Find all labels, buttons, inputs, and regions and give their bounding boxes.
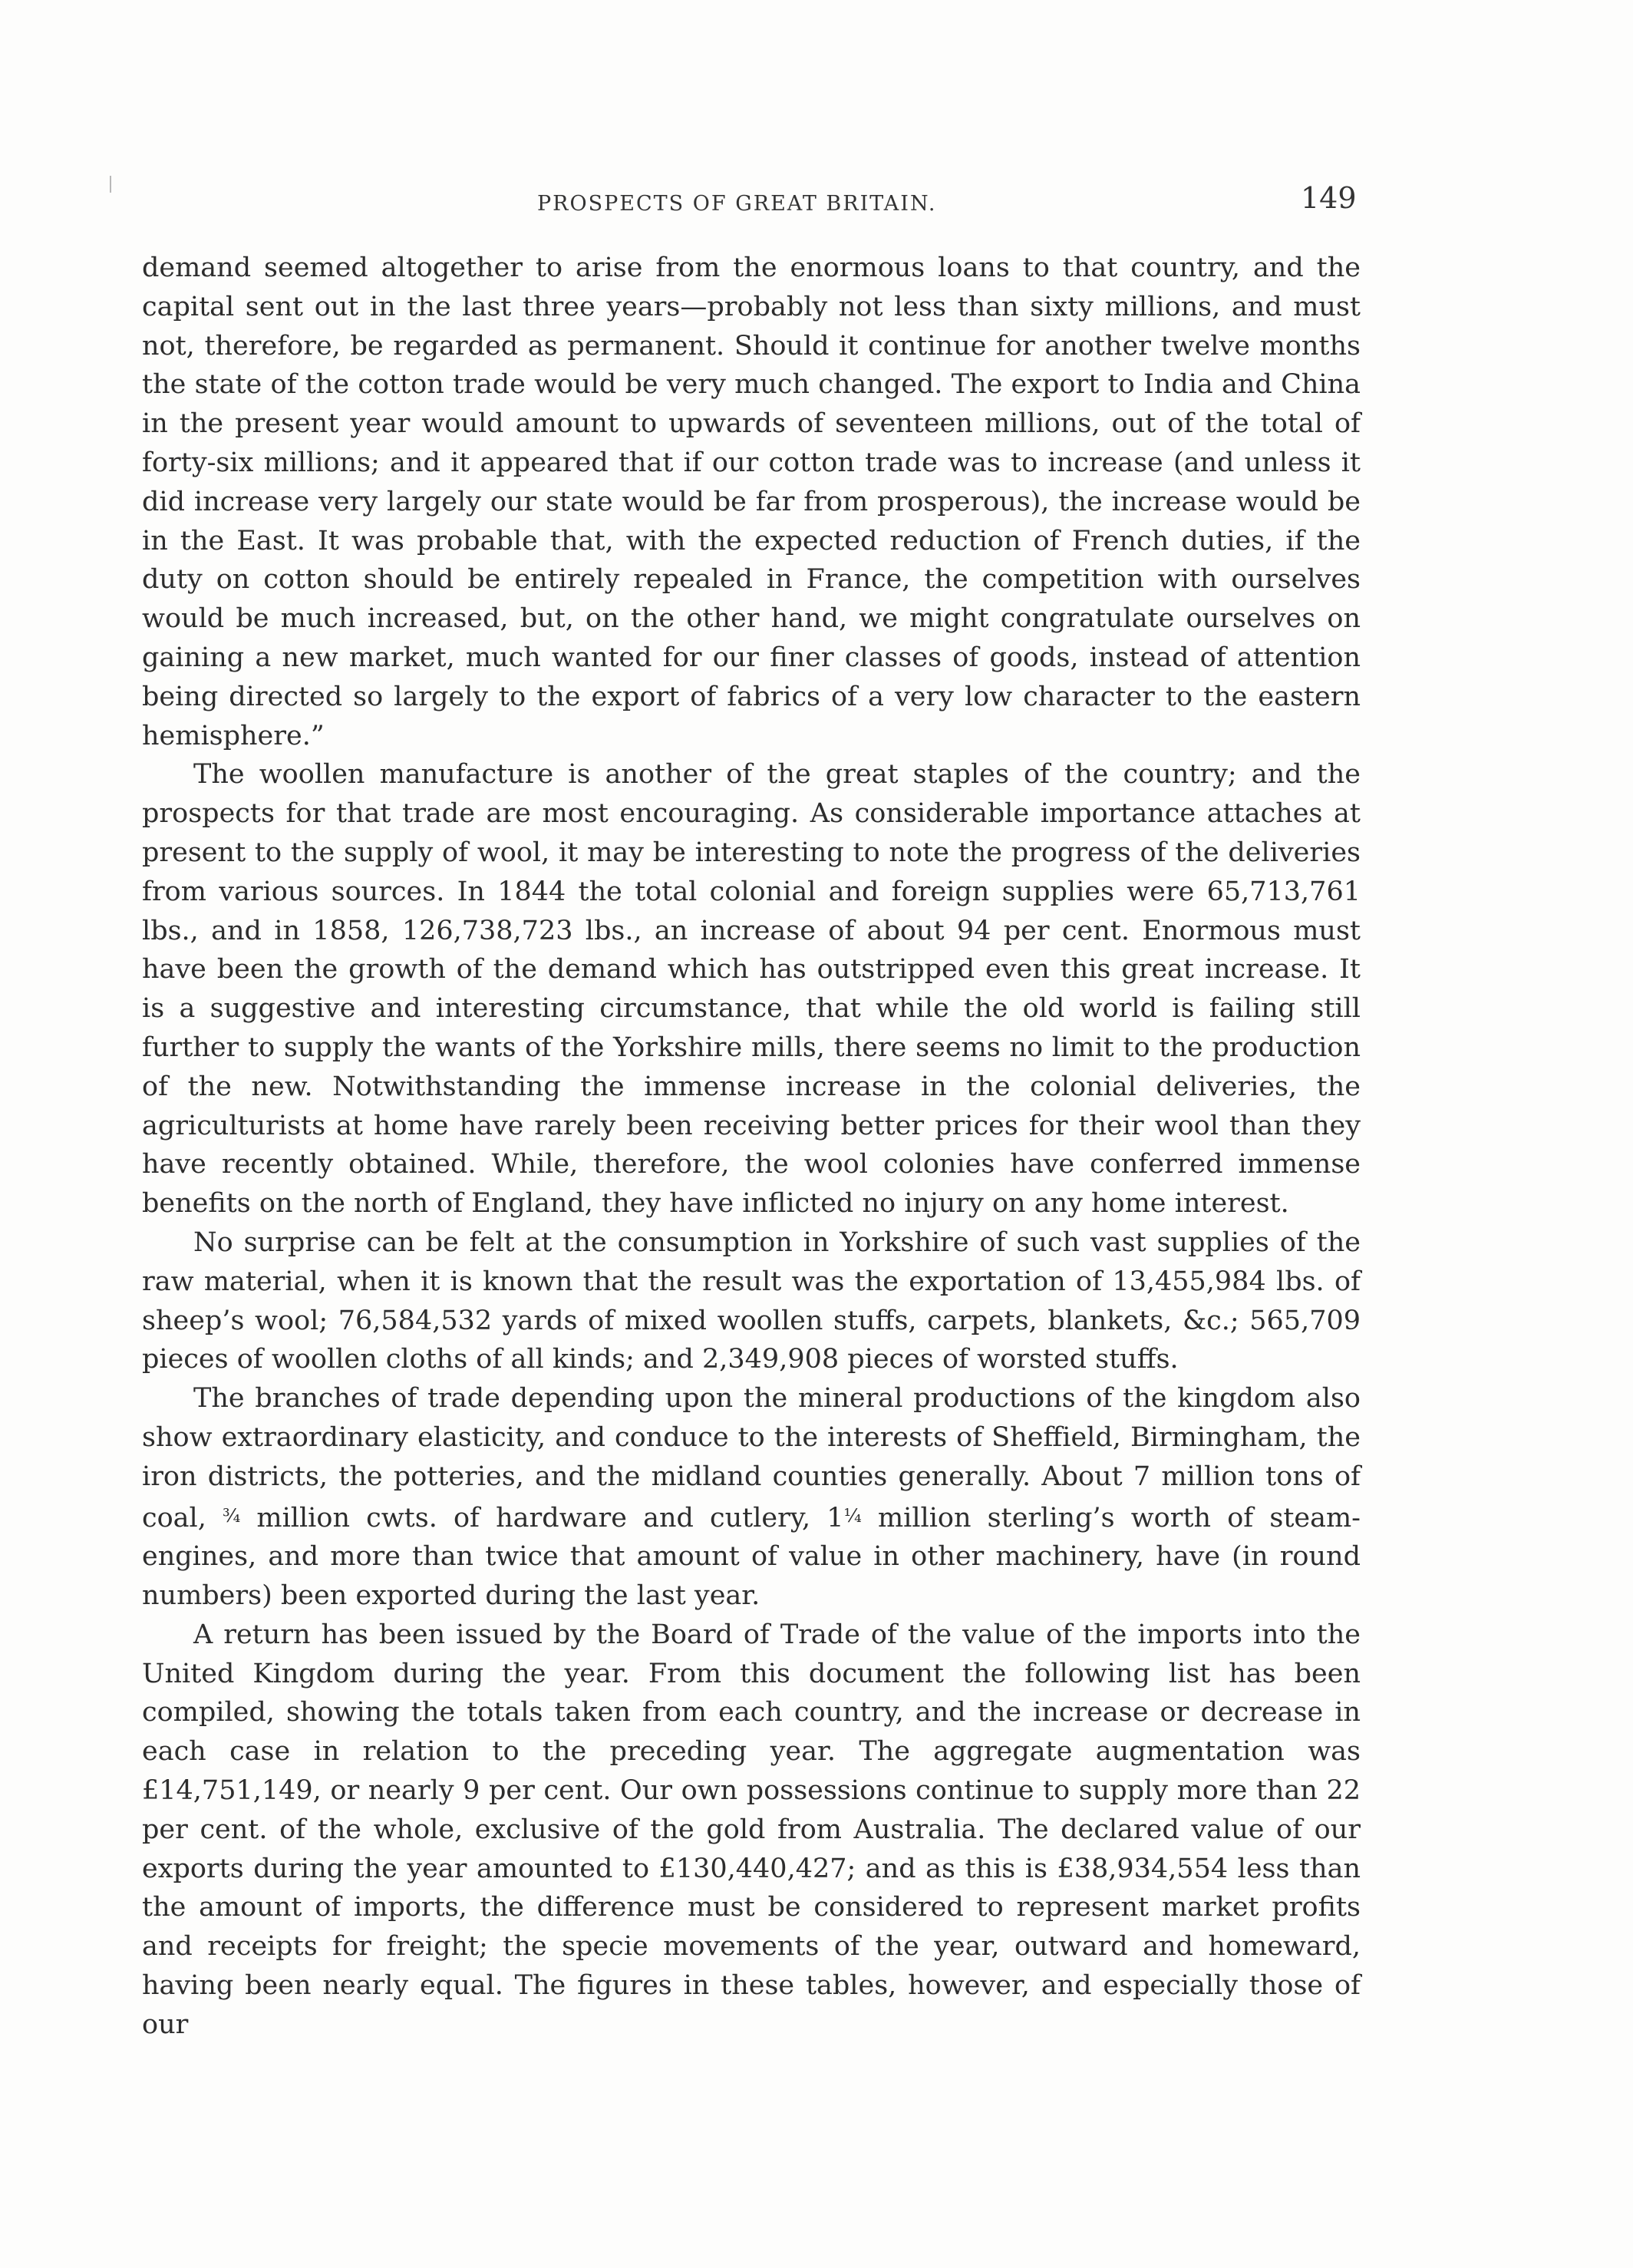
paragraph-4-part-1: The branches of trade depending upon the mineral productions of the kingdom also show extraordinary elasticity, and conduce to the interests of Sheffield, Birmingham, the iron districts, the potteries, and the midland counties generally. About 7 million tons of coal, xyxy=(142,1383,1361,1533)
paragraph-1: demand seemed altogether to arise from the enormous loans to that country, and the capital sent out in the last three years—probably not less than sixty millions, and must not, therefore, be regarded as permanent. Should it continue for another twelve months the state of the cotton trade would be very much changed. The export to India and China in the present year would amount to upwards of seventeen millions, out of the total of forty-six millions; and it appeared that if our cotton trade was to increase (and unless it did increase very largely our state would be far from prosperous), the increase would be in the East. It was probable that, with the expected reduction of French duties, if the duty on cotton should be entirely repealed in France, the competition with ourselves would be much increased, but, on the other hand, we might congratulate ourselves on gaining a new market, much wanted for our finer classes of goods, instead of attention being directed so largely to the export of fabrics of a very low character to the eastern hemisphere.” xyxy=(142,253,1361,751)
stray-pencil-mark xyxy=(110,176,111,193)
paragraph-4 xyxy=(142,1379,1361,1616)
paragraph-3: No surprise can be felt at the consumption in Yorkshire of such vast supplies of the raw material, when it is known that the result was the exportation of 13,455,984 lbs. of sheep’s wool; 76,584,532 yards of mixed woollen stuffs, carpets, blankets, &c.; 565,709 pieces of woollen cloths of all kinds; and 2,349,908 pieces of worsted stuffs. xyxy=(142,1226,1361,1375)
fraction-one-quarter: ¼ xyxy=(843,1504,862,1527)
page-number: 149 xyxy=(1301,181,1357,215)
paragraph-2: The woollen manufacture is another of the great staples of the country; and the prospects for that trade are most encouraging. As considerable importance attaches at present to the supply of wool, it may be interesting to note the progress of the deliveries from various sources. In 1844 the total colonial and foreign supplies were 65,713,761 lbs., and in 1858, 126,738,723 lbs., an increase of about 94 per cent. Enormous must have been the growth of the demand which has outstripped even this great increase. It is a suggestive and interesting circumstance, that while the old world is failing still further to supply the wants of the Yorkshire mills, there seems no limit to the production of the new. Notwithstanding the immense increase in the colonial deliveries, the agriculturists at home have rarely been receiving better prices for their wool than they have recently obtained. While, therefore, the wool colonies have conferred immense benefits on the north of England, they have inflicted no injury on any home interest. xyxy=(142,759,1361,1220)
body-text xyxy=(142,249,1361,2045)
paragraph-4-part-3: million sterling’s worth of steam-engines, and more than twice that amount of value in other machinery, have (in round numbers) been exported during the last year. xyxy=(142,1502,1361,1612)
running-head-title: PROSPECTS OF GREAT BRITAIN. xyxy=(537,192,937,216)
paragraph-4-part-2: million cwts. of hardware and cutlery, 1 xyxy=(240,1502,844,1533)
paragraph-5: A return has been issued by the Board of Trade of the value of the imports into the United Kingdom during the year. From this document the following list has been compiled, showing the totals taken from each country, and the increase or decrease in each case in relation to the preceding year. The aggregate augmentation was £14,751,149, or nearly 9 per cent. Our own possessions continue to supply more than 22 per cent. of the whole, exclusive of the gold from Australia. The declared value of our exports during the year amounted to £130,440,427; and as this is £38,934,554 less than the amount of imports, the difference must be considered to represent market profits and receipts for freight; the specie movements of the year, outward and homeward, having been nearly equal. The figures in these tables, however, and especially those of our xyxy=(142,1619,1361,2040)
fraction-three-quarters: ¾ xyxy=(223,1504,241,1527)
